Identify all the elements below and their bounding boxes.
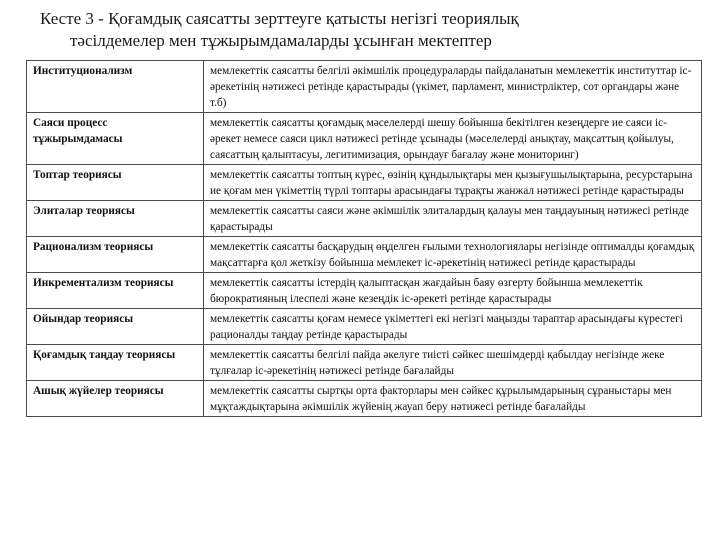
table-row <box>27 237 702 273</box>
table-row <box>27 61 702 113</box>
term-cell: Инкрементализм теориясы <box>27 273 204 309</box>
description-cell: мемлекеттік саясатты істердің қалыптасқан жағдайын баяу өзгерту бойынша мемлекеттік бюрократияның ілеспелі және кезеңдік іс-әрекеті ретінде қарастырады <box>204 273 702 309</box>
description-cell: мемлекеттік саясатты белгілі әкімшілік процедураларды пайдаланатын мемлекеттік институттар іс-әрекетінің нәтижесі ретінде қарастырады (үкімет, парламент, министрліктер, сот органдары және т.б) <box>204 61 702 113</box>
description-cell: мемлекеттік саясатты сыртқы орта факторлары мен сәйкес құрылымдарының сұраныстары мен мұқтаждықтарына әкімшілік жүйенің жауап беру нәтижесі ретінде бағалайды <box>204 381 702 417</box>
term-cell: Ашық жүйелер теориясы <box>27 381 204 417</box>
description-cell: мемлекеттік саясатты қоғамдық мәселелерді шешу бойынша бекітілген кезеңдерге ие саяси іс-әрекет немесе саяси цикл нәтижесі ретінде ұсынады (мәселелерді анықтау, мақсаттың қойылуы, саясаттың қалыптасуы, легитимизация, орындауғ бағалау және мониторинг) <box>204 113 702 165</box>
term-cell: Рационализм теориясы <box>27 237 204 273</box>
table-row <box>27 201 702 237</box>
table-row <box>27 309 702 345</box>
table-row <box>27 113 702 165</box>
caption-line-2: тәсілдемелер мен тұжырымдамаларды ұсынған мектептер <box>70 31 492 50</box>
term-cell: Топтар теориясы <box>27 165 204 201</box>
table-caption <box>40 8 700 52</box>
caption-line-1: Кесте 3 - Қоғамдық саясатты зерттеуге қатысты негізгі теориялық <box>40 9 519 28</box>
term-cell: Ойындар теориясы <box>27 309 204 345</box>
description-cell: мемлекеттік саясатты басқарудың өңделген ғылыми технологиялары негізінде оптималды қоғамдық мақсаттарға қол жеткізу бойынша мемлекет іс-әрекетінің нәтижесі ретінде қарастырады <box>204 237 702 273</box>
description-cell: мемлекеттік саясатты саяси және әкімшілік элиталардың қалауы мен таңдауының нәтижесі ретінде қарастырады <box>204 201 702 237</box>
term-cell: Қоғамдық таңдау теориясы <box>27 345 204 381</box>
table-row <box>27 381 702 417</box>
table-row <box>27 273 702 309</box>
term-cell: Саяси процесс тұжырымдамасы <box>27 113 204 165</box>
term-cell: Элиталар теориясы <box>27 201 204 237</box>
term-cell: Институционализм <box>27 61 204 113</box>
theories-table <box>26 60 702 417</box>
table-row <box>27 165 702 201</box>
description-cell: мемлекеттік саясатты қоғам немесе үкіметтегі екі негізгі маңызды тараптар арасындағы күрестегі рационалды таңдау ретінде қарастырады <box>204 309 702 345</box>
table-row <box>27 345 702 381</box>
description-cell: мемлекеттік саясатты топтың күрес, өзінің құндылықтары мен қызығушылықтарына, ресурстарына ие қоғам мен үкіметтің түрлі топтары арасындағы тұрақты жанжал нәтижесі ретінде қарастырады <box>204 165 702 201</box>
description-cell: мемлекеттік саясатты белгілі пайда әкелуге тиісті сәйкес шешімдерді қабылдау негізінде жеке тұлғалар іс-әрекетінің нәтижесі ретінде бағалайды <box>204 345 702 381</box>
